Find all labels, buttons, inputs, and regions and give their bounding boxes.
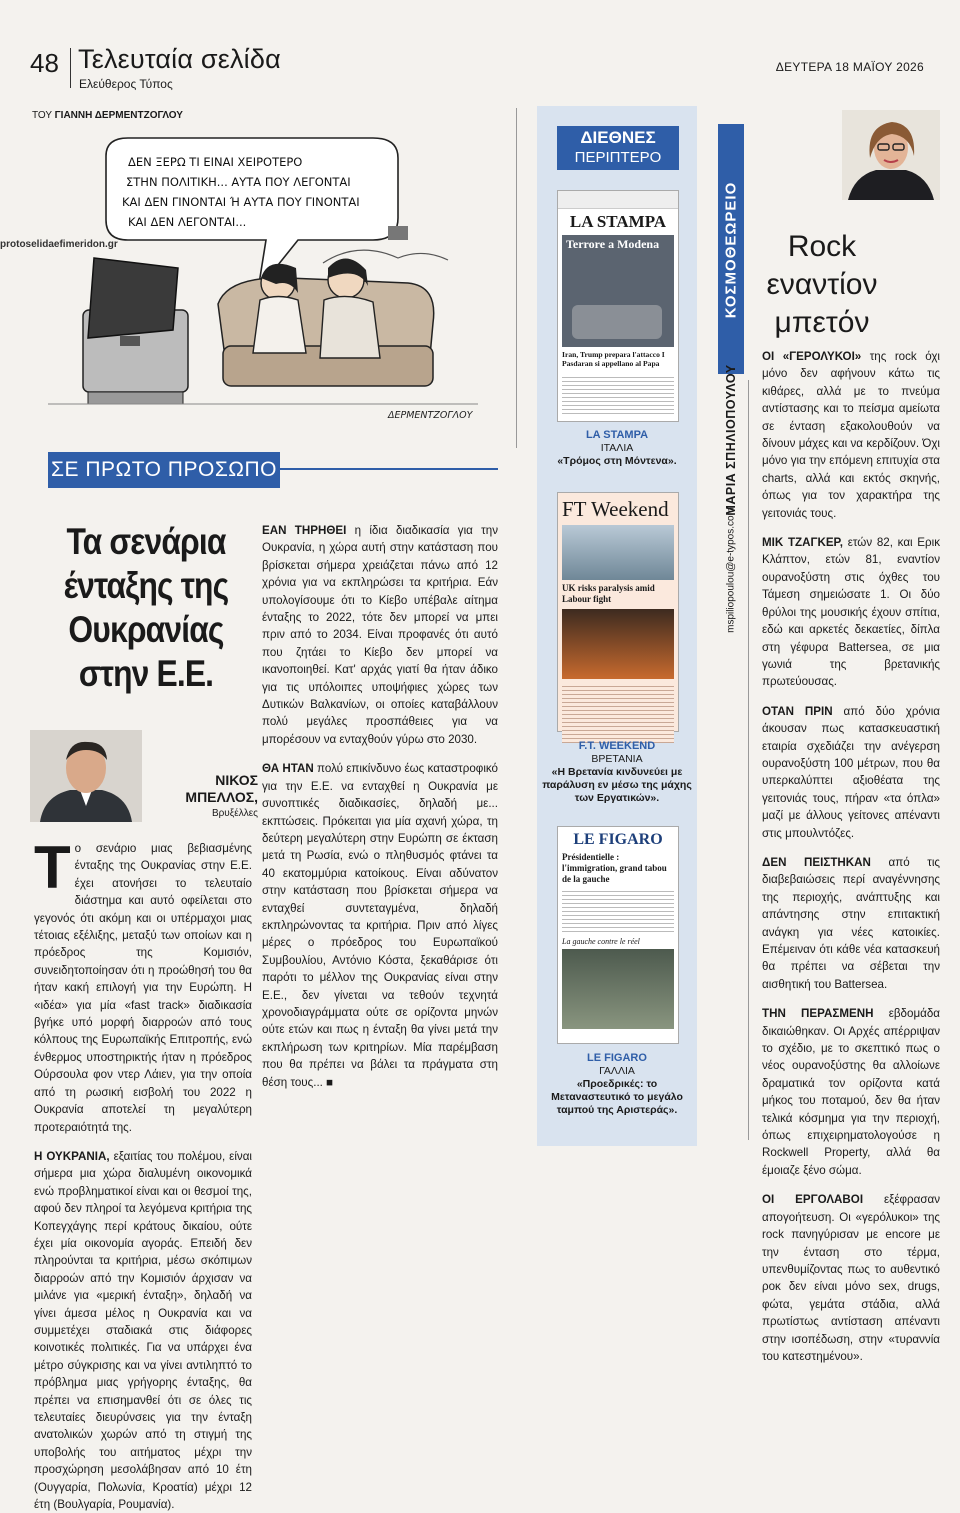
cover-lead: Terrore a Modena (566, 237, 660, 251)
caption-paper-name: F.T. WEEKEND (578, 740, 656, 752)
article-column-1 (34, 834, 253, 1513)
column-title: Rock εναντίον μπετόν (766, 230, 878, 339)
section-title: Τελευταία σελίδα (78, 44, 281, 74)
cover-lead: UK risks paralysis amid Labour fight (562, 583, 655, 604)
paragraph-lead: ΜΙΚ ΤΖΑΓΚΕΡ, (762, 536, 844, 550)
newspaper-cover-ft-weekend (557, 492, 679, 732)
kiosk-caption-la-stampa (540, 429, 694, 468)
column-paragraph (762, 348, 940, 522)
caption-paper-name: LA STAMPA (585, 429, 649, 441)
newspaper-cover-le-figaro (557, 826, 679, 1044)
cover-masthead: LE FIGARO (573, 831, 663, 848)
caption-paper-name: LE FIGARO (587, 1052, 647, 1064)
cover-masthead: FT Weekend (562, 497, 669, 521)
speech-line-4: ΚΑΙ ΔΕΝ ΛΕΓΟΝΤΑΙ... (128, 215, 247, 229)
column-paragraph-text: ετών 82, και Ερικ Κλάπτον, ετών 81, εναντίον ουρανοξύστη στις όχθες του Τάμεση σημειώσατε 1. Οι δύο θρύλοι της μουσικής έχουν σπίτια, εδώ και αρκετές δεκαετίες, δίπλα στη γέφυρα Battersea, σε μια γωνιά της βρετανικής πρωτεύουσας. (762, 536, 940, 689)
cover-subhead: Iran, Trump prepara l'attacco I Pasdaran si appellano al Papa (562, 350, 665, 368)
paragraph-lead: ΘΑ ΗΤΑΝ (262, 762, 314, 776)
paragraph-lead: ΕΑΝ ΤΗΡΗΘΕΙ (262, 524, 347, 537)
column-paragraph (762, 534, 940, 691)
cartoon-credit-name: ΓΙΑΝΝΗ ΔΕΡΜΕΝΤΖΟΓΛΟΥ (54, 110, 183, 121)
newspaper-cover-la-stampa (557, 190, 679, 422)
article-paragraph (34, 1148, 252, 1513)
column-body (762, 348, 940, 1377)
column-author-email: mspiliopoulou@e-typos.com (725, 507, 737, 633)
caption-translation: «Προεδρικές: το Μεταναστευτικό το μεγάλο ταμπού της Αριστεράς». (551, 1078, 683, 1116)
cover-subhead: La gauche contre le réel (562, 937, 640, 946)
speech-line-1: ΔΕΝ ΞΕΡΩ ΤΙ ΕΙΝΑΙ ΧΕΙΡΟΤΕΡΟ (128, 155, 303, 169)
kiosk-caption-le-figaro (540, 1052, 694, 1117)
speech-line-3: ΚΑΙ ΔΕΝ ΓΙΝΟΝΤΑΙ Ή ΑΥΤΑ ΠΟΥ ΓΙΝΟΝΤΑΙ (122, 195, 360, 209)
column-paragraph-text: εβδομάδα δικαιώθηκαν. Οι Αρχές απέρριψαν το σχέδιο, με το σκεπτικό πως ο νέος ουρανοξύστης θα αλλοίωνε δραματικά τον ορίζοντα κατά μήκος του ποταμού, δεν θα ήταν τελικά κόσμημα για την περιοχή, όπως επιχειρηματολογούσε η Rockwell Property, αλλά θα έμοιαζε ξένο σώμα. (762, 1007, 940, 1177)
article-paragraph (262, 522, 498, 748)
paragraph-lead: ΤΗΝ ΠΕΡΑΣΜΕΝΗ (762, 1007, 874, 1021)
article-paragraph-text: η ίδια διαδικασία για την Ουκρανία, η χώρα αυτή στην κατάσταση που βρίσκεται σήμερα χρειάζεται πάνω από 12 χρόνια για να εκπληρώσει τα κριτήρια. Εάν υπολογίσουμε ότι το Κίεβο υπέβαλε αίτημα ένταξης το 2022, τότε δεν μπορεί να μπει πριν από το 2034. Είναι προφανές ότι αυτό που ζητάει το Κίεβο δεν μπορεί να ικανοποιηθεί. Κατ' αρχάς γιατί θα ήταν άδικο για τις υπόλοιπες υποψήφιες χώρες των Δυτικών Βαλκανίων, οι οποίες καταβάλλουν πολύ μεγάλες προσπάθειες για να μπορέσουν να ενταχθούν γύρω στο 2030. (262, 524, 498, 746)
column-paragraph (762, 703, 940, 842)
article-paragraph (34, 834, 252, 1136)
column-band-label: ΚΟΣΜΟΘΕΩΡΕΙΟ (722, 181, 740, 319)
caption-translation: «Τρόμος στη Μόντενα». (557, 455, 677, 467)
cover-photo (562, 235, 674, 347)
column-paragraph-text: από δύο χρόνια άκουσαν πως κατασκευαστική εταιρία σχεδιάζει την ανέγερση ουρανοξύστη 100 μέτρων, που θα υπερκαλύπτει αξιοθέατα της γειτονιάς τους, πήραν «τα όπλα» μαζί με άλλους γείτονες απέναντι στις μπουλντόζες. (762, 704, 941, 840)
column-paragraph-text: από τις διαβεβαιώσεις περί αναγέννησης της περιοχής, ανάπτυξης και απάντησης στην επιτακτική ανάγκη για νέες κατοικίες. Επέμειναν ότι κάθε νέα κατασκευή θα πρέπει να σέβεται την αισθητική του Battersea. (762, 855, 940, 991)
article-paragraph-text: πολύ επικίνδυνο έως καταστροφικό για την Ε.Ε. να ενταχθεί η Ουκρανία με συνοπτικές διαδικασίες, δηλαδή με... εκπτώσεις. Πρόκειται για μία αχανή χώρα, τη δεύτερη μεγαλύτερη στην Ευρώπη σε έκταση μετά τη Ρωσία, ενώ ο πληθυσμός φτάνει τα 40 εκατομμύρια κατοίκους. Είναι αδύνατον στην κατάσταση που βρίσκεται σήμερα να ενταχθεί συντεταγμένα, δηλαδή εκπληρώνοντας τα κριτήρια. Πριν από λίγες μέρες ο πρόεδρος του Ευρωπαϊκού Συμβουλίου, Αντόνιο Κόστα, ξεκαθάρισε ότι παρότι το μέλλον της Ουκρανίας είναι στην Ε.Ε., δεν γίνεται να τεθούν τεχνητά χρονοδιαγράμματα ούτε σε ορίζοντα μηνών ούτε ετών και πως η ένταξη θα γίνει μετά την εκπλήρωση των κριτηρίων. Μία παρέμβαση που θα πρέπει να βάλει τα πράγματα στη θέση τους... ■ (262, 762, 498, 1089)
paragraph-lead: Η ΟΥΚΡΑΝΙΑ, (34, 1149, 110, 1163)
speech-line-2: ΣΤΗΝ ΠΟΛΙΤΙΚΗ... ΑΥΤΑ ΠΟΥ ΛΕΓΟΝΤΑΙ (126, 175, 351, 189)
article-column-2 (262, 522, 498, 1162)
kiosk-caption-ft-weekend (540, 740, 694, 805)
paragraph-lead: ΔΕΝ ΠΕΙΣΤΗΚΑΝ (762, 855, 871, 869)
column-divider (516, 108, 517, 448)
column-author: ΜΑΡΙΑ ΣΠΗΛΙΟΠΟΥΛΟΥ (724, 364, 738, 516)
column-paragraph (762, 854, 940, 993)
cover-masthead: LA STAMPA (569, 212, 667, 231)
caption-country: ΙΤΑΛΙΑ (600, 442, 634, 454)
article-section-label: ΣΕ ΠΡΩΤΟ ΠΡΟΣΩΠΟ (48, 452, 280, 488)
cover-lead: Présidentielle : l'immigration, grand tabou de la gauche (562, 852, 667, 884)
watermark: protoselidaefimeridon.gr (0, 239, 118, 250)
article-section-rule (280, 468, 498, 470)
paragraph-lead: ΟΙ ΕΡΓΟΛΑΒΟΙ (762, 1193, 864, 1207)
article-paragraph-text: εξαιτίας του πολέμου, είναι σήμερα μια χώρα διαλυμένη οικονομικά ενώ προβληματικοί είναι και οι θεσμοί της, αφού δεν πληροί τα λεγόμενα κριτήρια της Κοπεγχάγης περί κράτους δικαίου, ούτε έχει μία οικονομία αγοράς. Επειδή δεν πληρούνται τα κριτήρια, μέσω σκόπιμων διαρροών από την Κομισιόν άρχισαν να μιλάνε για «μερική ένταξη», δηλαδή να γίνει άμεσα μέλος η Ουκρανία και να συμμετέχει σταδιακά στις διάφορες κοινοτικές πολιτικές. Για να υπάρχει ένα μέτρο σύγκρισης και να γίνει αντιληπτό το πρόβλημα μιας γρήγορης ένταξης, θα πρέπει να επισημανθεί ότι σε όλες τις τελευταίες διευρύνσεις για την ένταξη ανατολικών χωρών από τη στιγμή της υποβολής του αιτήματος μέχρι την προσχώρηση μεσολάβησαν από 10 έτη (Ουγγαρία, Πολωνία, Κροατία) μέχρι 12 έτη (Βουλγαρία, Ρουμανία). (34, 1149, 253, 1512)
paragraph-lead: ΟΙ «ΓΕΡΟΛΥΚΟΙ» (762, 350, 862, 363)
header-divider (70, 48, 71, 88)
publication-name: Ελεύθερος Τύπος (79, 77, 173, 91)
cartoon-credit-prefix: ΤΟΥ (32, 110, 52, 121)
column-paragraph (762, 1191, 940, 1365)
caption-country: ΓΑΛΛΙΑ (599, 1065, 635, 1077)
column-divider (748, 380, 749, 1140)
author-location: Βρυξέλλες (211, 808, 258, 819)
kiosk-title-line-2: ΠΕΡΙΠΤΕΡΟ (574, 149, 662, 166)
column-paragraph-text: της rock όχι μόνο δεν αφήνουν κάτω τις κιθάρες, αλλά με το πνεύμα αντίστασης και το πείσμα αμείωτα σε ένταση εξακολουθούν να δίνουν μάχες και να κερδίζουν. Όχι μόνο για την επόμενη επιτυχία στα charts, αλλά και εκτός σκηνής, όπως για τον χαρακτήρα της γειτονιάς τους. (762, 350, 940, 520)
column-paragraph (762, 1005, 940, 1179)
kiosk-title-line-1: ΔΙΕΘΝΕΣ (580, 128, 656, 147)
drop-cap: Τ (34, 834, 71, 901)
author-photo (30, 730, 142, 822)
cartoon-signature: ΔΕΡΜΕΝΤΖΟΓΛΟΥ (388, 410, 473, 421)
page-number: 48 (30, 48, 59, 78)
columnist-photo (842, 110, 940, 200)
article-paragraph-text: ο σενάριο μιας βεβιασμένης ένταξης της Ουκρανίας στην Ε.Ε. έχει ατονήσει το τελευταίο διάστημα και αυτό οφείλεται στο γεγονός ότι ακόμη και οι υπέρμαχοι μιας τέτοιας εξέλιξης, μεταξύ των οποίων και η πρόεδρος της Κομισιόν, συνειδητοποίησαν ότι η προώθησή του θα ήταν κακή επιλογή για την Ευρώπη. Η «ιδέα» για μία «fast track» διαδικασία βγήκε υπό μορφή διαρροών από τους κόλπους της Ευρωπαϊκής Επιτροπής, ενώ ένθερμος υποστηρικτής ήταν η πρόεδρος Ούρσουλα φον ντερ Λάιεν, για την οποία από τη ρωσική εισβολή του 2022 η Ουκρανία αποτελεί τη μεγαλύτερη προτεραιότητά της. (34, 842, 252, 1134)
kiosk-title (557, 126, 679, 170)
article-headline: Τα σενάρια ένταξης της Ουκρανίας στην Ε.Ε. (63, 521, 229, 694)
article-paragraph (262, 760, 498, 1091)
caption-country: ΒΡΕΤΑΝΙΑ (591, 753, 643, 765)
issue-date: ΔΕΥΤΕΡΑ 18 ΜΑΪΟΥ 2026 (775, 60, 924, 74)
caption-translation: «Η Βρετανία κινδυνεύει με παράλυση εν μέσω της μάχης των Εργατικών». (542, 766, 692, 804)
column-paragraph-text: εξέφρασαν απογοήτευση. Οι «γερόλυκοι» της rock πανηγύρισαν με encore με την ένταση στο τέρμα, υπενθυμίζοντας πως το αυθεντικό ροκ δεν είναι μόνο sex, drugs, φώτα, γεμάτα στάδια, αλλά πρωτίστως αντίσταση απέναντι στην ισοπέδωση, στην «τυραννία του κατεστημένου». (762, 1193, 940, 1363)
paragraph-lead: ΟΤΑΝ ΠΡΙΝ (762, 704, 833, 718)
cartoon-illustration (28, 108, 498, 443)
author-name: ΝΙΚΟΣ ΜΠΕΛΛΟΣ, (185, 772, 258, 805)
